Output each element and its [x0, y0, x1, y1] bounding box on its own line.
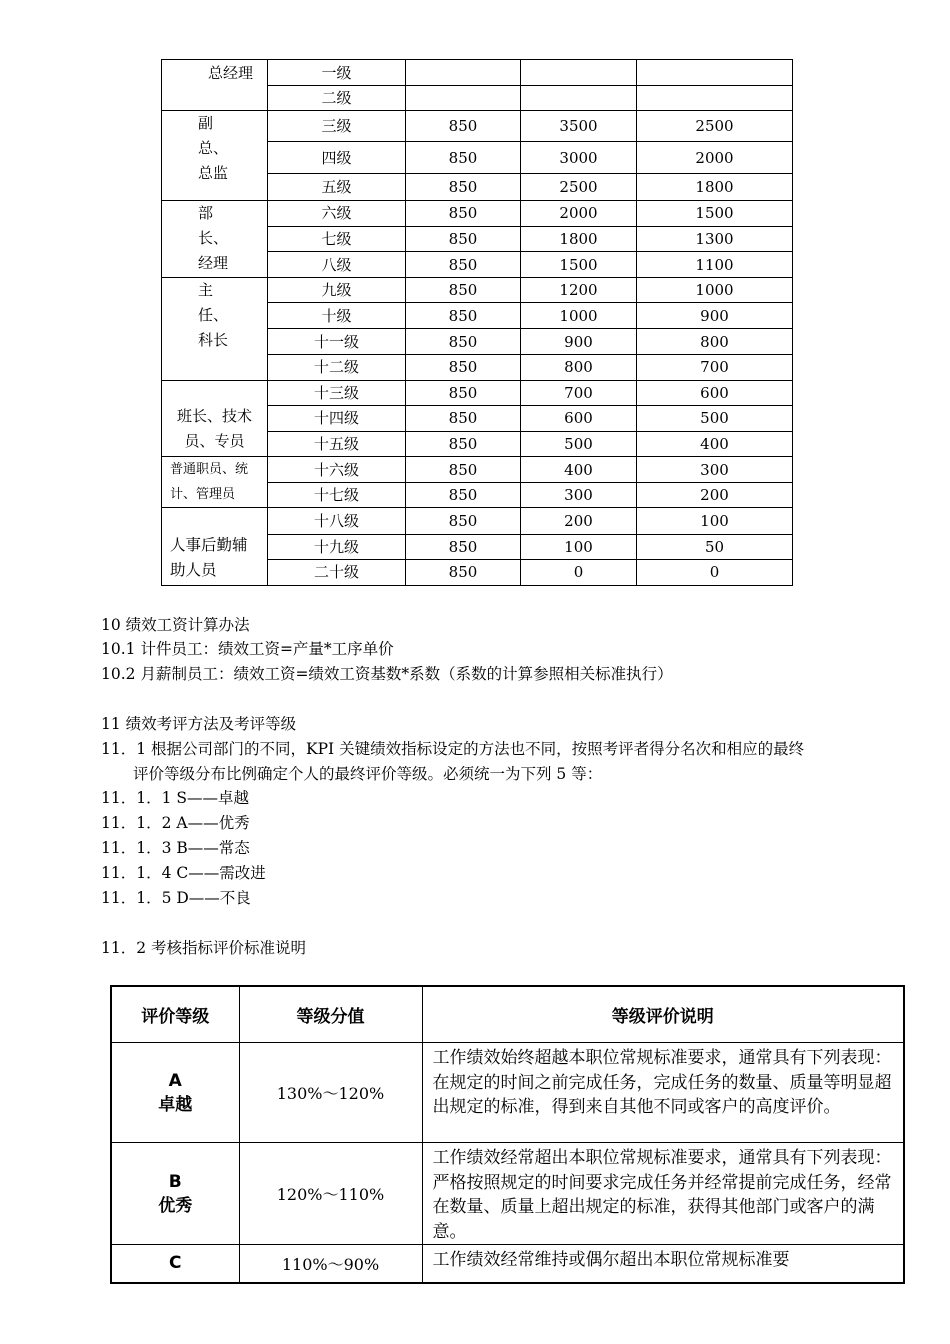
grade-letter: B	[168, 1171, 182, 1192]
value-cell	[637, 60, 793, 86]
value-cell: 3500	[521, 111, 637, 142]
grade-cell: 五级	[268, 173, 406, 200]
value-cell: 200	[637, 483, 793, 508]
value-cell: 2500	[637, 111, 793, 142]
value-cell: 1800	[637, 173, 793, 200]
value-cell: 100	[637, 508, 793, 534]
value-cell: 2000	[637, 142, 793, 173]
value-cell: 850	[406, 405, 521, 431]
value-cell: 700	[637, 354, 793, 380]
grade-cell: 六级	[268, 200, 406, 226]
level-item: 11．1．1 S——卓越	[101, 789, 249, 807]
section-11-title: 11 绩效考评方法及考评等级	[101, 715, 297, 733]
value-cell: 850	[406, 226, 521, 251]
grade-cell: 十一级	[268, 329, 406, 354]
value-cell: 1100	[637, 252, 793, 278]
grade-cell	[111, 1143, 239, 1245]
value-cell: 1300	[637, 226, 793, 251]
evaluation-standard-table	[110, 985, 905, 1284]
value-cell: 1800	[521, 226, 637, 251]
score-range: 130%～120%	[239, 1043, 422, 1143]
grade-cell: 十三级	[268, 380, 406, 405]
role-cell: 部长、经理	[162, 200, 268, 277]
grade-cell: 九级	[268, 278, 406, 303]
value-cell: 850	[406, 142, 521, 173]
section-10-item-1: 10.1 计件员工：绩效工资=产量*工序单价	[101, 640, 394, 658]
role-cell: 班长、技术员、专员	[162, 380, 268, 456]
value-cell: 850	[406, 508, 521, 534]
value-cell: 850	[406, 432, 521, 457]
value-cell: 900	[637, 303, 793, 329]
role-cell: 副总、总监	[162, 111, 268, 200]
value-cell: 850	[406, 329, 521, 354]
value-cell: 1200	[521, 278, 637, 303]
section-10-item-2: 10.2 月薪制员工：绩效工资=绩效工资基数*系数（系数的计算参照相关标准执行）	[101, 665, 673, 683]
value-cell: 500	[637, 405, 793, 431]
grade-cell: 十六级	[268, 457, 406, 483]
grade-cell: 七级	[268, 226, 406, 251]
value-cell: 850	[406, 278, 521, 303]
value-cell: 1500	[521, 252, 637, 278]
grade-cell: 十九级	[268, 534, 406, 559]
value-cell: 2500	[521, 173, 637, 200]
grade-letter: A	[168, 1070, 182, 1091]
value-cell: 400	[521, 457, 637, 483]
value-cell: 800	[521, 354, 637, 380]
value-cell: 3000	[521, 142, 637, 173]
value-cell: 50	[637, 534, 793, 559]
grade-cell: 十二级	[268, 354, 406, 380]
grade-cell: 八级	[268, 252, 406, 278]
value-cell: 1000	[637, 278, 793, 303]
value-cell	[521, 60, 637, 86]
value-cell: 850	[406, 483, 521, 508]
value-cell	[406, 86, 521, 111]
level-item: 11．1．2 A——优秀	[101, 814, 250, 832]
value-cell	[521, 86, 637, 111]
grade-cell: 四级	[268, 142, 406, 173]
value-cell: 1000	[521, 303, 637, 329]
grade-cell	[111, 1245, 239, 1283]
value-cell: 850	[406, 354, 521, 380]
role-cell: 人事后勤辅助人员	[162, 508, 268, 586]
level-item: 11．1．5 D——不良	[101, 889, 251, 907]
value-cell: 850	[406, 457, 521, 483]
value-cell: 0	[521, 559, 637, 585]
value-cell: 0	[637, 559, 793, 585]
role-cell: 总经理	[162, 60, 268, 111]
level-item: 11．1．4 C——需改进	[101, 864, 266, 882]
grade-cell: 二十级	[268, 559, 406, 585]
value-cell: 850	[406, 111, 521, 142]
grade-cell: 十八级	[268, 508, 406, 534]
grade-cell: 十级	[268, 303, 406, 329]
value-cell: 600	[521, 405, 637, 431]
section-11-paragraph-line-1: 11．1 根据公司部门的不同，KPI 关键绩效指标设定的方法也不同，按照考评者得分名次和相应的最终	[101, 740, 805, 758]
grade-name: 卓越	[158, 1094, 193, 1115]
value-cell: 850	[406, 559, 521, 585]
value-cell: 850	[406, 303, 521, 329]
grade-cell: 十五级	[268, 432, 406, 457]
value-cell: 500	[521, 432, 637, 457]
value-cell: 850	[406, 534, 521, 559]
role-cell: 主任、科长	[162, 278, 268, 381]
level-item: 11．1．3 B——常态	[101, 839, 250, 857]
grade-name: 优秀	[158, 1195, 193, 1216]
grade-cell	[111, 1043, 239, 1143]
value-cell	[637, 86, 793, 111]
grade-description: 工作绩效始终超越本职位常规标准要求，通常具有下列表现：在规定的时间之前完成任务，完成任务的数量、质量等明显超出规定的标准，得到来自其他不同或客户的高度评价。	[422, 1043, 904, 1143]
value-cell: 400	[637, 432, 793, 457]
value-cell: 200	[521, 508, 637, 534]
value-cell: 850	[406, 380, 521, 405]
score-range: 120%～110%	[239, 1143, 422, 1245]
value-cell	[406, 60, 521, 86]
value-cell: 1500	[637, 200, 793, 226]
role-cell: 普通职员、统计、管理员	[162, 457, 268, 508]
grade-description: 工作绩效经常维持或偶尔超出本职位常规标准要	[422, 1245, 904, 1283]
value-cell: 100	[521, 534, 637, 559]
salary-grade-table	[161, 59, 793, 586]
grade-cell: 三级	[268, 111, 406, 142]
value-cell: 850	[406, 200, 521, 226]
value-cell: 900	[521, 329, 637, 354]
section-11-paragraph-line-2: 评价等级分布比例确定个人的最终评价等级。必须统一为下列 5 等：	[133, 765, 603, 783]
header-score: 等级分值	[239, 986, 422, 1043]
grade-cell: 十四级	[268, 405, 406, 431]
grade-cell: 二级	[268, 86, 406, 111]
value-cell: 700	[521, 380, 637, 405]
section-11-2-title: 11．2 考核指标评价标准说明	[101, 939, 307, 957]
header-grade: 评价等级	[111, 986, 239, 1043]
grade-cell: 一级	[268, 60, 406, 86]
grade-cell: 十七级	[268, 483, 406, 508]
value-cell: 2000	[521, 200, 637, 226]
grade-letter: C	[169, 1253, 182, 1274]
value-cell: 850	[406, 173, 521, 200]
value-cell: 300	[637, 457, 793, 483]
value-cell: 800	[637, 329, 793, 354]
section-10-title: 10 绩效工资计算办法	[101, 616, 250, 634]
score-range: 110%～90%	[239, 1245, 422, 1283]
grade-description: 工作绩效经常超出本职位常规标准要求，通常具有下列表现：严格按照规定的时间要求完成任务并经常提前完成任务，经常在数量、质量上超出规定的标准，获得其他部门或客户的满意。	[422, 1143, 904, 1245]
value-cell: 850	[406, 252, 521, 278]
header-description: 等级评价说明	[422, 986, 904, 1043]
value-cell: 300	[521, 483, 637, 508]
value-cell: 600	[637, 380, 793, 405]
